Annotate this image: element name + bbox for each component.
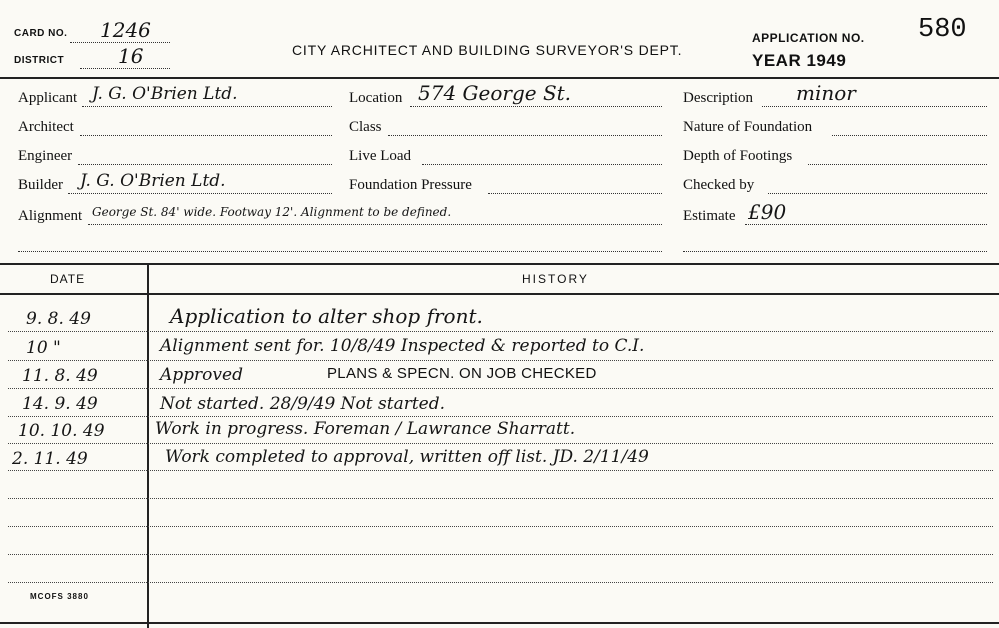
plans-checked-stamp: PLANS & SPECN. ON JOB CHECKED [327, 365, 597, 382]
district-line [80, 68, 170, 69]
history-date-3: 11. 8. 49 [22, 366, 98, 386]
estimate-line-2 [683, 251, 987, 252]
foundation-pressure-label: Foundation Pressure [349, 177, 472, 193]
architect-line [80, 135, 332, 136]
history-date-2: 10 " [26, 338, 61, 358]
history-row-line [8, 331, 993, 332]
history-column-header: HISTORY [522, 272, 589, 286]
history-text-2: Alignment sent for. 10/8/49 Inspected & reported to C.I. [160, 336, 645, 356]
history-row-line [8, 498, 993, 499]
builder-label: Builder [18, 177, 63, 193]
history-row-line [8, 360, 993, 361]
history-header-rule [0, 293, 999, 295]
history-row-line [8, 582, 993, 583]
application-no-label: APPLICATION NO. [752, 31, 865, 45]
applicant-value: J. G. O'Brien Ltd. [92, 84, 238, 104]
engineer-line [78, 164, 332, 165]
estimate-value: £90 [748, 200, 787, 224]
application-no-value: 580 [918, 15, 967, 45]
department-title: CITY ARCHITECT AND BUILDING SURVEYOR'S DEPT. [292, 42, 683, 58]
alignment-line-2 [18, 251, 662, 252]
class-label: Class [349, 119, 382, 135]
live-load-label: Live Load [349, 148, 412, 164]
history-date-4: 14. 9. 49 [22, 394, 98, 414]
history-text-6: Work completed to approval, written off list. JD. 2/11/49 [165, 447, 649, 467]
card-no-label: CARD NO. [14, 28, 68, 39]
architect-label: Architect [18, 119, 74, 135]
history-row-line [8, 416, 993, 417]
history-date-6: 2. 11. 49 [12, 449, 88, 469]
location-line [410, 106, 662, 107]
history-row-line [8, 443, 993, 444]
card-no-line [70, 42, 170, 43]
district-label: DISTRICT [14, 55, 65, 66]
engineer-label: Engineer [18, 148, 73, 164]
description-value: minor [796, 81, 856, 105]
builder-line [68, 193, 332, 194]
history-text-5: Work in progress. Foreman / Lawrance Sharratt. [155, 419, 576, 439]
estimate-label: Estimate [683, 208, 736, 224]
location-value: 574 George St. [418, 81, 572, 105]
description-line [762, 106, 987, 107]
card-no-value: 1246 [100, 18, 151, 42]
history-row-line [8, 388, 993, 389]
history-row-line [8, 554, 993, 555]
live-load-line [422, 164, 662, 165]
applicant-line [82, 106, 332, 107]
history-text-1: Application to alter shop front. [170, 304, 483, 328]
header-rule [0, 77, 999, 79]
nature-of-foundation-label: Nature of Foundation [683, 119, 813, 135]
checked-by-label: Checked by [683, 177, 755, 193]
alignment-label: Alignment [18, 208, 83, 224]
depth-of-footings-label: Depth of Footings [683, 148, 793, 164]
history-date-1: 9. 8. 49 [26, 309, 91, 329]
date-column-divider [147, 264, 149, 628]
applicant-label: Applicant [18, 90, 78, 106]
depth-of-footings-line [808, 164, 987, 165]
form-code: MCOFS 3880 [30, 592, 89, 601]
bottom-rule [0, 622, 999, 624]
history-date-5: 10. 10. 49 [18, 421, 105, 441]
description-label: Description [683, 90, 753, 106]
alignment-value: George St. 84' wide. Footway 12'. Alignment to be defined. [92, 205, 452, 219]
builder-value: J. G. O'Brien Ltd. [80, 171, 226, 191]
date-column-header: DATE [50, 272, 86, 286]
history-text-4: Not started. 28/9/49 Not started. [160, 394, 446, 414]
history-top-rule [0, 263, 999, 265]
alignment-line [88, 224, 662, 225]
history-row-line [8, 526, 993, 527]
nature-of-foundation-line [832, 135, 987, 136]
class-line [388, 135, 662, 136]
foundation-pressure-line [488, 193, 662, 194]
history-row-line [8, 470, 993, 471]
year-label: YEAR 1949 [752, 51, 847, 70]
history-text-3: Approved [160, 365, 243, 385]
estimate-line [745, 224, 987, 225]
location-label: Location [349, 90, 403, 106]
checked-by-line [768, 193, 987, 194]
district-value: 16 [118, 44, 144, 68]
